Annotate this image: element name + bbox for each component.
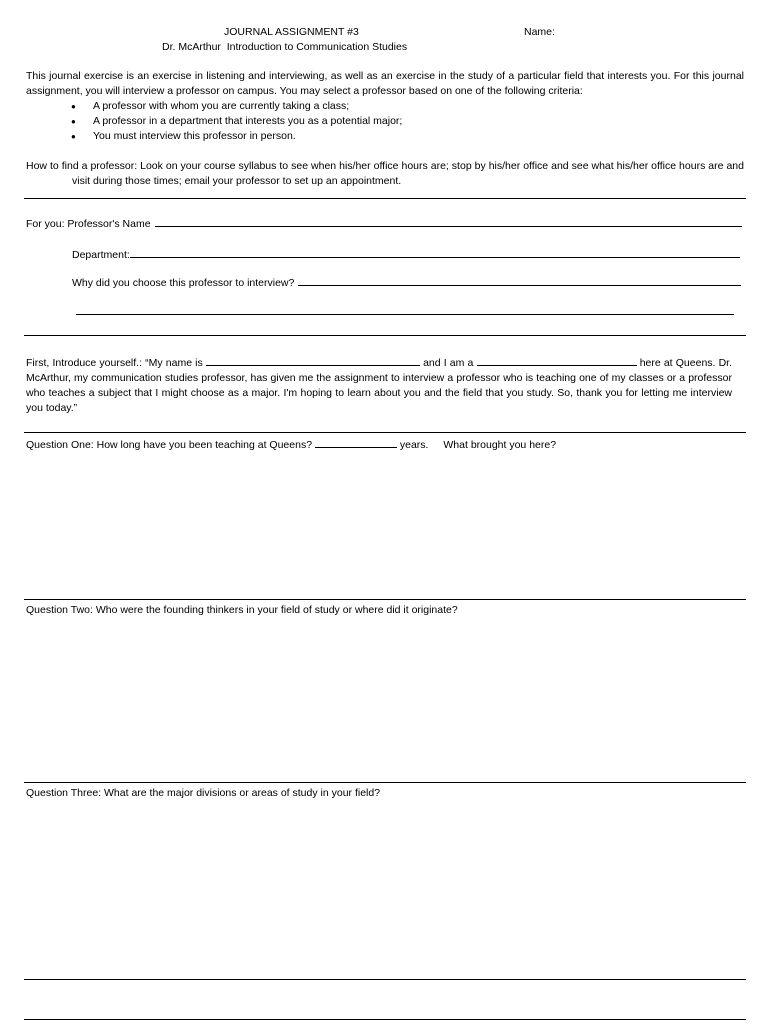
bullet-icon: ●	[71, 117, 76, 126]
divider-line	[24, 782, 746, 783]
assignment-title: JOURNAL ASSIGNMENT #3	[224, 26, 359, 38]
why-chose-row	[72, 274, 741, 291]
course-subtitle: Dr. McArthur Introduction to Communication Studies	[162, 41, 408, 53]
answer-line	[24, 1019, 746, 1020]
department-label: Department:	[72, 249, 130, 261]
criteria-item	[26, 129, 744, 144]
name-label: Name:	[524, 26, 555, 38]
bullet-icon: ●	[71, 132, 76, 141]
bullet-icon: ●	[71, 102, 76, 111]
professor-name-field[interactable]	[155, 215, 742, 227]
criteria-text: A professor with whom you are currently taking a class;	[93, 100, 350, 112]
criteria-item	[26, 99, 744, 114]
criteria-item	[26, 114, 744, 129]
department-field[interactable]	[130, 246, 740, 258]
introduce-rest: Queens. Dr. McArthur, my communication studies professor, has given me the assignment to interview a professor who is teaching one of my classes or a professor who teaches a subject that I might choose as a major. I'm hoping to learn about you and the field that you study. So, thank you for letting me interview you today.”	[26, 357, 733, 414]
years-teaching-field[interactable]	[315, 436, 397, 448]
introduce-part-1: First, Introduce yourself.: “My name is	[26, 357, 203, 369]
divider-line	[24, 335, 746, 336]
professor-name-row	[26, 215, 742, 232]
divider-line	[24, 599, 746, 600]
criteria-text: A professor in a department that interests you as a potential major;	[93, 115, 403, 127]
i-am-a-field[interactable]	[477, 354, 637, 366]
question-three-answer-area[interactable]	[24, 803, 746, 977]
answer-line	[24, 979, 746, 980]
criteria-list	[26, 99, 744, 144]
why-chose-field[interactable]	[298, 274, 741, 286]
divider-line	[24, 198, 746, 199]
question-two-answer-area[interactable]	[24, 620, 746, 780]
question-one-years: years.	[399, 439, 429, 451]
professor-name-label: For you: Professor's Name	[26, 218, 151, 230]
divider-line	[24, 432, 746, 433]
question-three: Question Three: What are the major divisions or areas of study in your field?	[26, 787, 381, 799]
why-chose-label: Why did you choose this professor to interview?	[72, 277, 295, 289]
introduce-yourself-block	[26, 354, 732, 416]
why-chose-continuation-field[interactable]	[76, 314, 734, 315]
question-one-answer-area[interactable]	[24, 452, 746, 598]
question-one-text: Question One: How long have you been teaching at Queens?	[26, 439, 313, 451]
question-one-followup: What brought you here?	[443, 439, 557, 451]
criteria-text: You must interview this professor in person.	[93, 130, 296, 142]
intro-paragraph: This journal exercise is an exercise in listening and interviewing, as well as an exercise in the study of a particular field that interests you. For this journal assignment, you will interview a professor on campus. You may select a professor based on one of the following criteria:	[26, 70, 744, 97]
introduce-part-2: and I am a	[423, 357, 474, 369]
department-row	[72, 246, 740, 263]
question-one	[26, 436, 556, 453]
my-name-field[interactable]	[206, 354, 420, 366]
how-to-find-paragraph: How to find a professor: Look on your course syllabus to see when his/her office hours are; stop by his/her office and see what his/her office hours are and visit during those times; email your professor to set up an appointment.	[26, 160, 744, 187]
introduce-part-3: here at	[639, 357, 673, 369]
question-two: Question Two: Who were the founding thinkers in your field of study or where did it originate?	[26, 604, 458, 616]
